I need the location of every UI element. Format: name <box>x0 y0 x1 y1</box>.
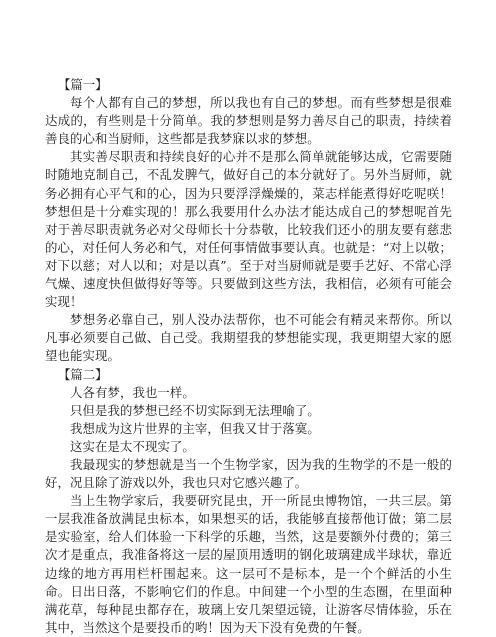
section2-paragraph-1: 我最现实的梦想就是当一个生物学家，因为我的生物学的不是一般的好，况且除了游戏以外，我也只对它感兴趣了。 <box>45 456 452 491</box>
section2-line-1: 人各有梦，我也一样。 <box>70 384 195 400</box>
section2-line-3: 我想成为这片世界的主宰，但我又甘于落寞。 <box>70 420 320 436</box>
section1-paragraph-1: 每个人都有自己的梦想，所以我也有自己的梦想。而有些梦想是很难达成的，有些则是十分简单。我的梦想则是努力善尽自己的职责，持续着善良的心和当厨师，这些都是我梦寐以求的梦想。 <box>45 95 452 147</box>
section2-paragraph-2: 当上生物学家后，我要研究昆虫，开一所昆虫博物馆，一共三层。第一层我准备放满昆虫标本，如果想买的话，我能够直接帮他订做；第二层是实验室，给人们体验一下科学的乐趣，当然，这是要额外付费的；第三次才是重点，我准备将这一层的屋顶用透明的钢化玻璃建成半球状，靠近边缘的地方再用栏杆围起来。这一层可不是标本，是一个个鲜活的小生命。日出日落，不影响它们的作息。中间建一个小型的生态圈，在里面种满花草，每种昆虫都存在，玻璃上安几架望远镜，让游客尽情体验，乐在其中，当然这个是要投币的哟！因为天下没有免费的午餐。 <box>45 493 452 635</box>
section1-heading: 【篇一】 <box>58 77 108 92</box>
section2-line-2: 只但是我的梦想已经不切实际到无法理喻了。 <box>70 402 320 418</box>
section2-line-4: 这实在是太不现实了。 <box>70 438 195 454</box>
section2-heading: 【篇二】 <box>58 366 108 382</box>
section1-paragraph-2: 其实善尽职责和持续良好的心并不是那么简单就能够达成，它需要随时随地克制自己，不乱发脾气，做好自己的本分就好了。另外当厨师，就务必拥有心平气和的心，因为只要浮浮燥燥的，菜志样能煮得好吃呢咲！梦想但是十分难实现的！那么我要用什么办法才能达成自己的梦想呢首先对于善尽职责就务必对父母师长十分恭敬，比较我们还小的朋友要有慈悲的心，对任何人务必和气，对任何事情做事要认真。也就是：“对上以敬；对下以慈；对人以和；对是以真”。至于对当厨师就是要手艺好、不常心浮气燥、速度快但做得好等等。只要做到这些方法，我相信，必须有可能会实现！ <box>45 149 452 310</box>
section1-paragraph-3: 梦想务必靠自己，别人没办法帮你，也不可能会有精灵来帮你。所以凡事必须要自己做、自己受。我期望我的梦想能实现，我更期望大家的愿望也能实现。 <box>45 312 452 364</box>
